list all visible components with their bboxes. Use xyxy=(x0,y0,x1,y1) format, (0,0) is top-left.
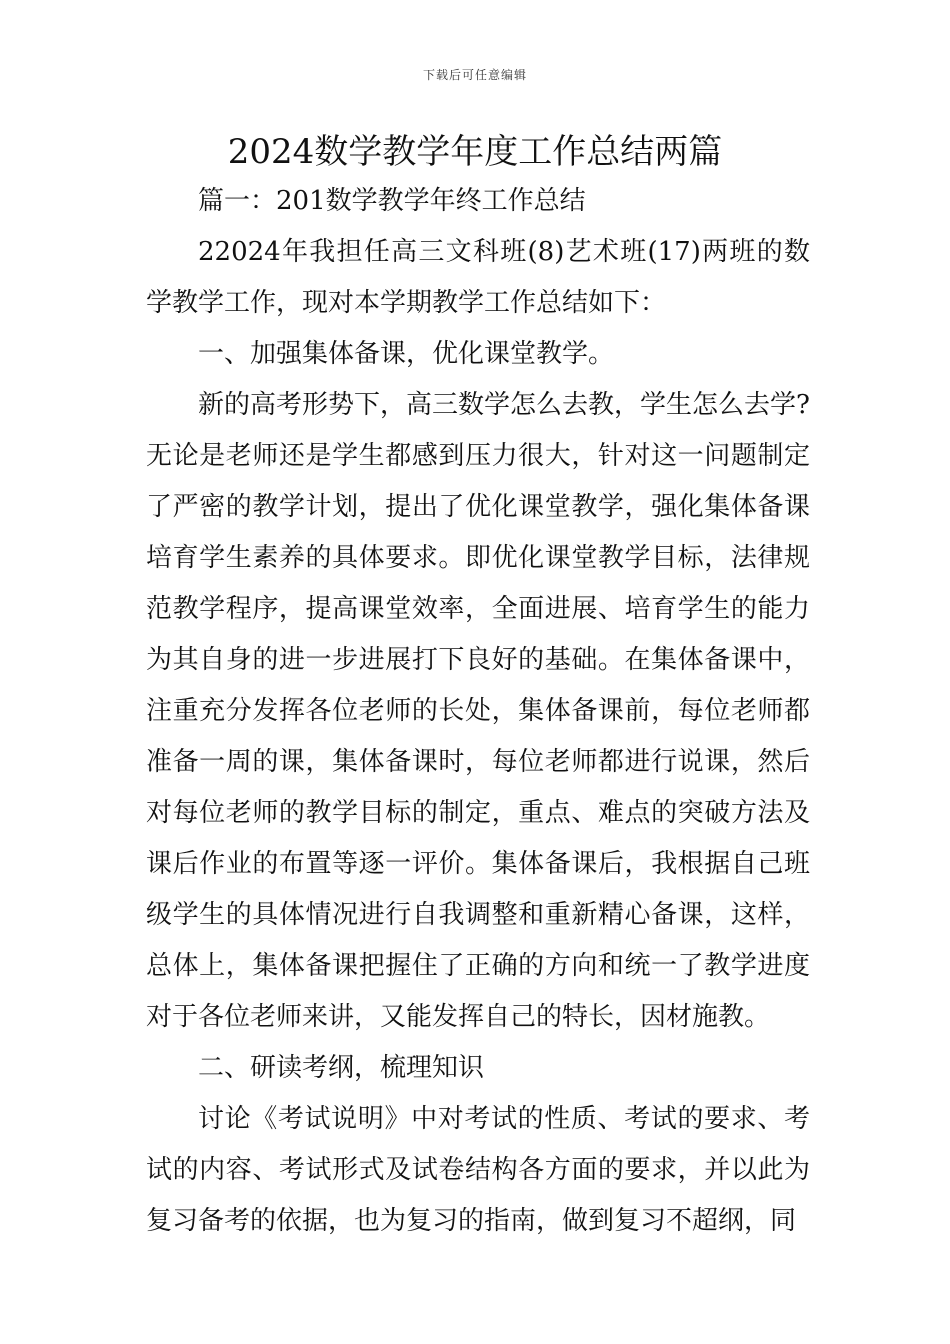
section-heading-2: 二、研读考纲，梳理知识 xyxy=(198,1053,485,1083)
section-heading-1: 一、加强集体备课，优化课堂教学。 xyxy=(198,339,615,369)
intro-paragraph: 22024年我担任高三文科班(8)艺术班(17)两班的数学教学工作，现对本学期教学工作总结如下： xyxy=(146,237,810,318)
body-paragraph-2: 讨论《考试说明》中对考试的性质、考试的要求、考试的内容、考试形式及试卷结构各方面的要求，并以此为复习备考的依据，也为复习的指南，做到复习不超纲，同 xyxy=(146,1104,810,1236)
document-title: 2024数学教学年度工作总结两篇 xyxy=(227,132,723,172)
body-paragraph-1: 新的高考形势下，高三数学怎么去教，学生怎么去学?无论是老师还是学生都感到压力很大，针对这一问题制定了严密的教学计划，提出了优化课堂教学，强化集体备课培育学生素养的具体要求。即优化课堂教学目标，法律规范教学程序，提高课堂效率，全面进展、培育学生的能力为其自身的进一步进展打下良好的基础。在集体备课中，注重充分发挥各位老师的长处，集体备课前，每位老师都准备一周的课，集体备课时，每位老师都进行说课，然后对每位老师的教学目标的制定，重点、难点的突破方法及课后作业的布置等逐一评价。集体备课后，我根据自己班级学生的具体情况进行自我调整和重新精心备课，这样，总体上，集体备课把握住了正确的方向和统一了教学进度对于各位老师来讲，又能发挥自己的特长，因材施教。 xyxy=(146,390,810,1032)
section-heading-part-one: 篇一：201数学教学年终工作总结 xyxy=(198,186,586,216)
document-body xyxy=(146,176,810,1247)
header-note: 下载后可任意编辑 xyxy=(422,68,527,82)
